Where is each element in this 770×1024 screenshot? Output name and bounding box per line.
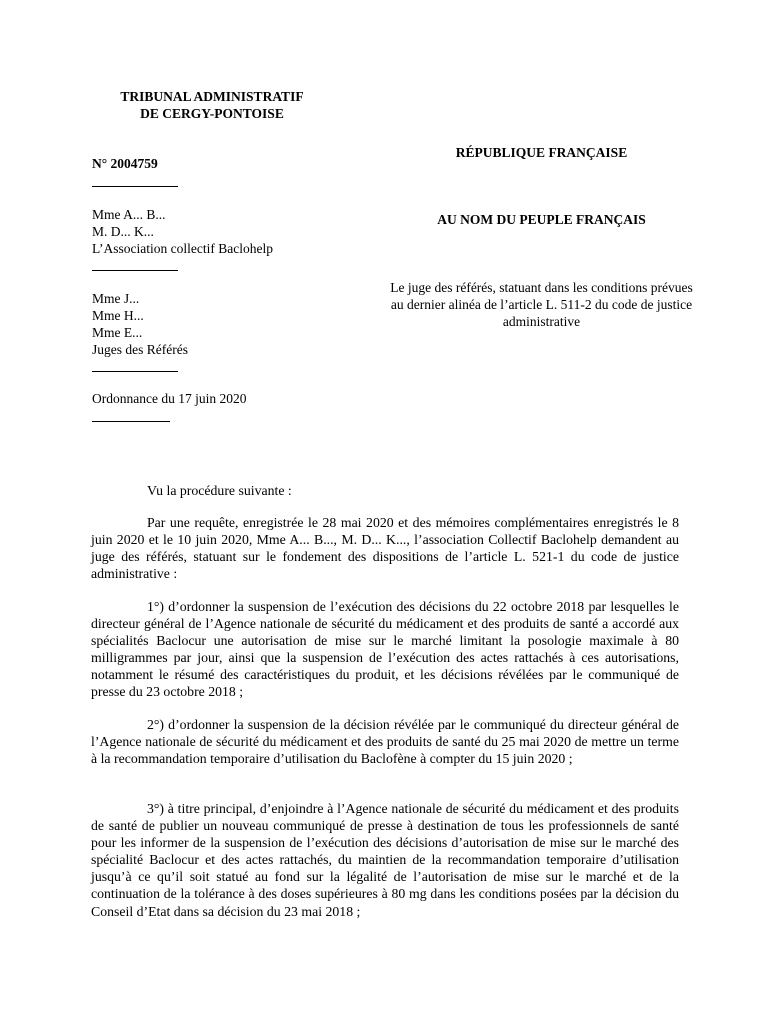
applicant-2: M. D... K... <box>92 224 154 239</box>
judge-1: Mme J... <box>92 291 140 306</box>
separator-line <box>92 270 178 271</box>
case-number: N° 2004759 <box>92 156 158 171</box>
judges-title: Juges des Référés <box>92 342 188 357</box>
au-nom-heading: AU NOM DU PEUPLE FRANÇAIS <box>437 212 646 227</box>
court-name-line-2: DE CERGY-PONTOISE <box>140 106 284 121</box>
separator-line <box>92 186 178 187</box>
judge-3: Mme E... <box>92 325 143 340</box>
judges-list <box>92 290 188 358</box>
body-paragraph: 3°) à titre principal, d’enjoindre à l’Agence nationale de sécurité du médicament et des produits de santé de publier un nouveau communiqué de presse à destination de tous les professionnels de santé pour les informer de la suspension de l’exécution des décisions d’autorisation de mise sur le marché des spécialité Baclocur et des actes rattachés, du maintien de la recommandation temporaire d’utilisation jusqu’à ce qu’il soit statué au fond sur la légalité de l’autorisation de mise sur le marché et de la continuation de la tolérance à des doses supérieures à 80 mg dans les conditions posées par la décision du Conseil d’Etat dans sa décision du 23 mai 2018 ; <box>91 801 679 919</box>
court-name-line-1: TRIBUNAL ADMINISTRATIF <box>120 89 304 104</box>
body-paragraph: 1°) d’ordonner la suspension de l’exécution des décisions du 22 octobre 2018 par lesquelles le directeur général de l’Agence nationale de sécurité du médicament et des produits de santé a accordé aux spécialités Baclocur une autorisation de mise sur le marché limitant la posologie maximale à 80 milligrammes par jour, ainsi que la suspension de l’exécution des actes rattachés à ces autorisations, notamment le résumé des caractéristiques du produit, et les décisions révélées par le communiqué de presse du 23 octobre 2018 ; <box>91 599 679 700</box>
applicant-1: Mme A... B... <box>92 207 166 222</box>
judge-2: Mme H... <box>92 308 144 323</box>
body-paragraph: 2°) d’ordonner la suspension de la décision révélée par le communiqué du directeur général de l’Agence nationale de sécurité du médicament et des produits de santé du 25 mai 2020 de mettre un terme à la recommandation temporaire d’utilisation du Baclofène à compter du 15 juin 2020 ; <box>91 717 679 767</box>
ordonnance-date: Ordonnance du 17 juin 2020 <box>92 391 247 406</box>
republic-heading: RÉPUBLIQUE FRANÇAISE <box>455 145 628 160</box>
body-paragraph: Par une requête, enregistrée le 28 mai 2020 et des mémoires complémentaires enregistrés le 8 juin 2020 et le 10 juin 2020, Mme A... B..., M. D... K..., l’association Collectif Baclohelp demandent au juge des référés, statuant sur le fondement des dispositions de l’article L. 521-1 du code de justice administrative : <box>91 515 679 582</box>
court-header <box>92 88 332 122</box>
applicant-3: L’Association collectif Baclohelp <box>92 241 273 256</box>
separator-line <box>92 371 178 372</box>
procedure-heading: Vu la procédure suivante : <box>147 483 292 498</box>
intro-paragraph: Le juge des référés, statuant dans les conditions prévues au dernier alinéa de l’article L. 511-2 du code de justice administrative <box>390 280 693 329</box>
separator-line <box>92 421 170 422</box>
applicants-list <box>92 206 273 257</box>
